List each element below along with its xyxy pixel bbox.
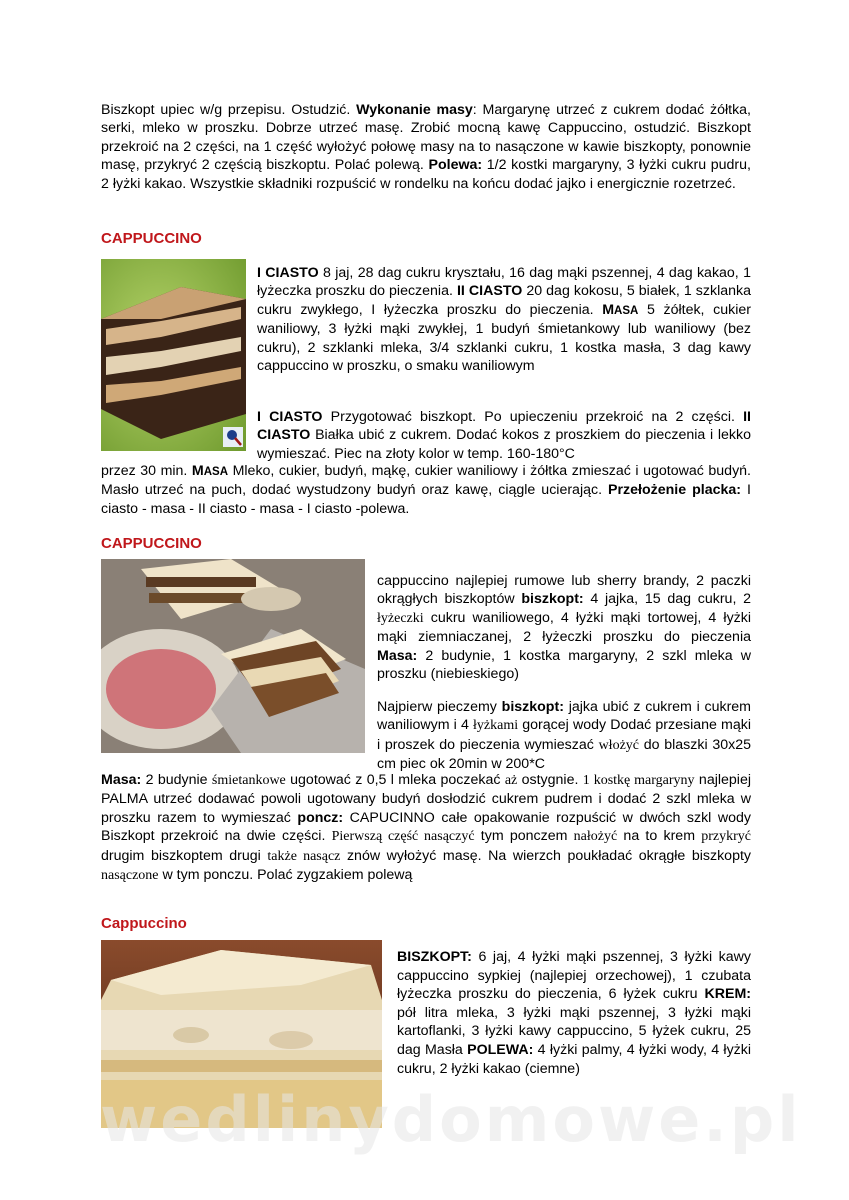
recipe-2-method-top: Najpierw pieczemy biszkopt: jajka ubić z cukrem i cukrem waniliowym i 4 łyżkami gorącej wody Dodać przesiane mąki i proszek do pieczenia wymieszać włożyć do blaszki 30x25 cm piec ok 20min w 200*C (377, 699, 752, 773)
recipe-1-photo (101, 259, 246, 451)
recipe-1-title: CAPPUCCINO (101, 230, 202, 247)
cake-photo-chocolate (101, 259, 246, 451)
recipe-3-text: BISZKOPT: 6 jaj, 4 łyżki mąki pszennej, 3 łyżki kawy cappuccino sypkiej (najlepiej orzechowej), 1 czubata łyżeczka proszku do pieczenia, 6 łyżek cukru KREM: pół litra mleka, 3 łyżki mąki pszennej, 3 łyżki mąki kartoflanki, 3 łyżki kawy cappuccino, 5 łyżek cukru, 25 dag Masła POLEWA: 4 łyżki palmy, 4 łyżki wody, 4 łyżki cukru, 2 łyżki kakao (ciemne) (397, 949, 751, 1077)
recipe-2-ingredients: cappuccino najlepiej rumowe lub sherry brandy, 2 paczki okrągłych biszkoptów biszkopt: 4 jajka, 15 dag cukru, 2 łyżeczki cukru waniliowego, 4 łyżki mąki tortowej, 4 łyżki mąki ziemniaczanej, 2 łyżeczki proszku do pieczenia Masa: 2 budynie, 1 kostka margaryny, 2 szkl mleka w proszku (niebieskiego) (377, 573, 752, 683)
recipe-3-title: Cappuccino (101, 915, 187, 932)
cake-photo-layered (101, 559, 365, 753)
recipe-1-ingredients: I CIASTO 8 jaj, 28 dag cukru kryształu, 16 dag mąki pszennej, 4 dag kakao, 1 łyżeczka proszku do pieczenia. II CIASTO 20 dag kokosu, 5 białek, 1 szklanka cukru zwykłego, I łyżeczka proszku do pieczenia. MASA 5 żółtek, cukier waniliowy, 3 łyżki mąki zwykłej, 1 budyń śmietankowy lub waniliowy (bez cukru), 2 szklanki mleka, 3/4 szklanki cukru, 1 kostka masła, 3 dag kawy cappuccino w proszku, o smaku waniliowym (257, 265, 751, 375)
recipe-2-photo (101, 559, 365, 753)
recipe-1-method-top: I CIASTO Przygotować biszkopt. Po upieczeniu przekroić na 2 części. II CIASTO Białka ubić z cukrem. Dodać kokos z proszkiem do pieczenia i lekko wymieszać. Piec na złoty kolor w temp. 160-180°C (257, 409, 751, 462)
recipe-2-method: Masa: 2 budynie śmietankowe ugotować z 0,5 l mleka poczekać aż ostygnie. 1 kostkę margaryny najlepiej PALMA utrzeć dodawać powoli ugotowany budyń dosłodzić cukrem pudrem i dodać 2 szkl mleka w proszku razem to wymieszać poncz: CAPUCINNO całe opakowanie rozpuścić w dwóch szkl wody Biszkopt przekroić na dwie części. Pierwszą część nasączyć tym ponczem nałożyć na to krem przykryć drugim biszkoptem drugi także nasącz znów wyłożyć masę. Na wierzch poukładać okrągłe biszkopty nasączone w tym ponczu. Polać zygzakiem polewą (101, 772, 752, 884)
recipe-1-method: przez 30 min. MASA Mleko, cukier, budyń, mąkę, cukier waniliowy i żółtka zmieszać i ugotować budyń. Masło utrzeć na puch, dodać wystudzony budyń oraz kawę, ciągle ucierając. Przełożenie placka: I ciasto - masa - II ciasto - masa - I ciasto -polewa. (101, 463, 751, 517)
watermark-text: wedlinydomowe.pl (100, 1083, 802, 1156)
recipe-2-title: CAPPUCCINO (101, 535, 202, 552)
intro-paragraph: Biszkopt upiec w/g przepisu. Ostudzić. Wykonanie masy: Margarynę utrzeć z cukrem dodać żółtka, serki, mleko w proszku. Dobrze utrzeć masę. Zrobić mocną kawę Cappuccino, ostudzić. Biszkopt przekroić na 2 części, na 1 część wyłożyć połowę masy na to nasączone w kawie biszkopty, ponownie masę, przykryć 2 częścią biszkoptu. Polać polewą. Polewa: 1/2 kostki margaryny, 3 łyżki cukru pudru, 2 łyżki kakao. Wszystkie składniki rozpuścić w rondelku na końcu dodać jajko i energicznie rozetrzeć. (101, 102, 751, 192)
